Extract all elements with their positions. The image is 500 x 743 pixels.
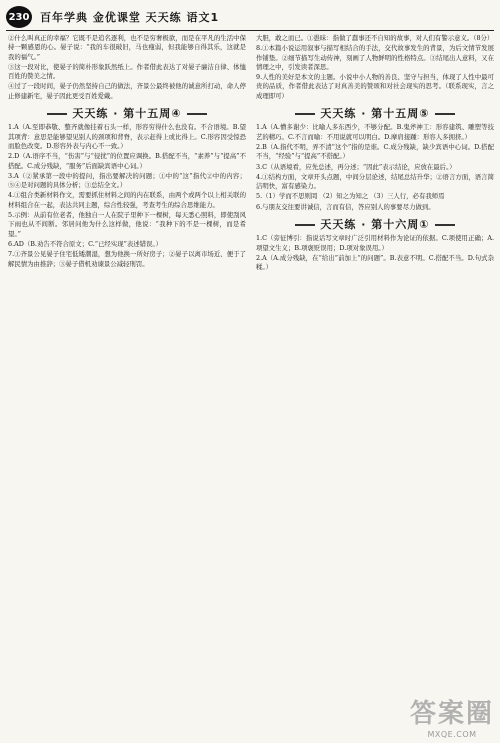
chapter-title: 天天练 · 第十六周① <box>320 218 430 232</box>
watermark-logo: 答案圈 <box>409 699 494 729</box>
answer-item: 9.人性的美好是本文的主题。小说中小人物的善良、坚守与担当，体现了人性中最可贵的品质，作者借此表达了对真善美的赞颂和对社会现实的思考。（联系现实，言之成理即可） <box>256 73 494 100</box>
answer-item: 6.与朋友交往要讲诚信，言而有信，答应别人的事要尽力做到。 <box>256 202 435 211</box>
answer-item: 5.（1）学而不思则罔 （2）知之为知之 （3）三人行，必有我师焉 <box>256 192 445 201</box>
paragraph: ③这一段对比，使晏子的简朴形象跃然纸上。作者借此表达了对晏子廉洁自律、体恤百姓的赞美之情。 <box>8 62 246 81</box>
chapter-heading <box>256 218 494 232</box>
right-column <box>256 34 494 704</box>
paragraph: ②什么叫真正的幸福？它既不是追名逐利，也不是穷奢极欲，而是在平凡的生活中保持一颗感恩的心。晏子说：“我的车很破旧，马也瘦弱，但我能够自得其乐，这就是我的福气。” <box>8 34 246 61</box>
heading-rule <box>47 113 67 115</box>
heading-rule <box>435 224 455 226</box>
chapter-heading <box>8 107 246 121</box>
paragraph: ④过了一段时间，晏子仍然坚持自己的做法，齐景公最终被他的诚意所打动，命人停止修建新宅，晏子因此更受百姓爱戴。 <box>8 82 246 100</box>
answer-item: 1.A（A.至即恭敬、整齐就像挂着石头一样，形容穷得什么也没有。不合语境。B.望其项背：意思是能够望见别人的颈项和背脊，表示赶得上或比得上。C.形容因受惊恐而脸色改变。D.形容外表与内心不一致。） <box>8 123 246 150</box>
answer-item: 5.示例：从前有位老者，他独自一人在院子里种下一棵树，每天悉心照料，即使刮风下雨也从不间断。邻居问他为什么这样做，他说：“我种下的不是一棵树，而是希望。” <box>8 211 246 238</box>
answer-item: 8.①本篇小说运用叙事与描写相结合的手法，交代故事发生的背景，为后文情节发展作铺垫。②细节描写生动传神，刻画了人物鲜明的性格特点。③结尾出人意料，又在情理之中，引发读者深思。 <box>256 44 494 71</box>
answer-item: 7.①齐景公见晏子住宅低矮潮湿，想为他换一所好房子；②晏子以离市场近、便于了解民情为由推辞；③晏子借机劝谏景公减轻刑罚。 <box>8 250 246 268</box>
answer-item: 4.①结构方面，文章开头点题，中间分层论述，结尾总结升华；②语言方面，语言简洁明快，富有感染力。 <box>256 172 494 191</box>
answer-item: 2.A（A.成分残缺，在“给出”前加上“的问题”。B.表意不明。C.搭配不当。D.句式杂糅。） <box>256 253 494 272</box>
answer-item: 6.AD（B.劝告不符合原文；C.“已经实现”表述错误。） <box>8 239 163 248</box>
answer-item: 1.C（旁征博引：指说话写文章时广泛引用材料作为论证的依据。C.项使用正确；A.项望文生义；B.项褒贬误用；D.项对象误用。） <box>256 234 494 252</box>
answer-item: 1.A（A.懵多谢少：比喻人多东西少，不够分配。B.鬼斧神工：形容建筑、雕塑等技艺的精巧。C.不言而喻：不用说就可以明白。D.摩肩接踵：形容人多拥挤。） <box>256 123 494 141</box>
answer-item: 2.D（A.语序不当，“伤害”与“侵扰”的位置应调换。B.搭配不当，“素养”与“提高”不搭配。C.成分残缺，“服务”后面缺宾语中心词。） <box>8 152 246 170</box>
watermark-site: MXQE.COM <box>427 730 477 739</box>
header-brand: 百年学典 金优课堂 天天练 语文1 <box>40 11 220 24</box>
chapter-heading <box>256 107 494 121</box>
heading-rule <box>187 113 207 115</box>
heading-rule <box>295 113 315 115</box>
watermark <box>410 693 494 739</box>
chapter-title: 天天练 · 第十五周⑤ <box>320 107 430 121</box>
answer-item: 2.B（A.指代不明，弄不清“这个”指的是谁。C.成分残缺，缺少宾语中心词。D.搭配不当，“经验”与“提高”不搭配。） <box>256 142 494 161</box>
page-columns <box>8 34 494 704</box>
answer-item: 大胆，敢之而已。①愚昧：指做了蠢事还不自知的故事，对人们有警示意义。（8分） <box>256 34 494 42</box>
page-header <box>6 4 494 31</box>
heading-rule <box>435 113 455 115</box>
answer-item: 3.A（②紧承第一段中的提问，指出要解决的问题；①中的“这”指代②中的内容；⑤④是对问题的具体分析；③总结全文。） <box>8 171 246 190</box>
answer-item: 4.①组合类新材料作文，需要抓住材料之间的内在联系，由两个或两个以上相关联的材料组合在一起，表达共同主题，综合性较强，考查考生的综合思维能力。 <box>8 191 246 209</box>
answer-item: 3.C（从语境看，应先总述，再分述；“因此”表示结论，应放在最后。） <box>256 162 456 171</box>
heading-rule <box>295 224 315 226</box>
chapter-title: 天天练 · 第十五周④ <box>72 107 182 121</box>
left-column <box>8 34 246 704</box>
page-number-badge: 230 <box>6 6 32 28</box>
